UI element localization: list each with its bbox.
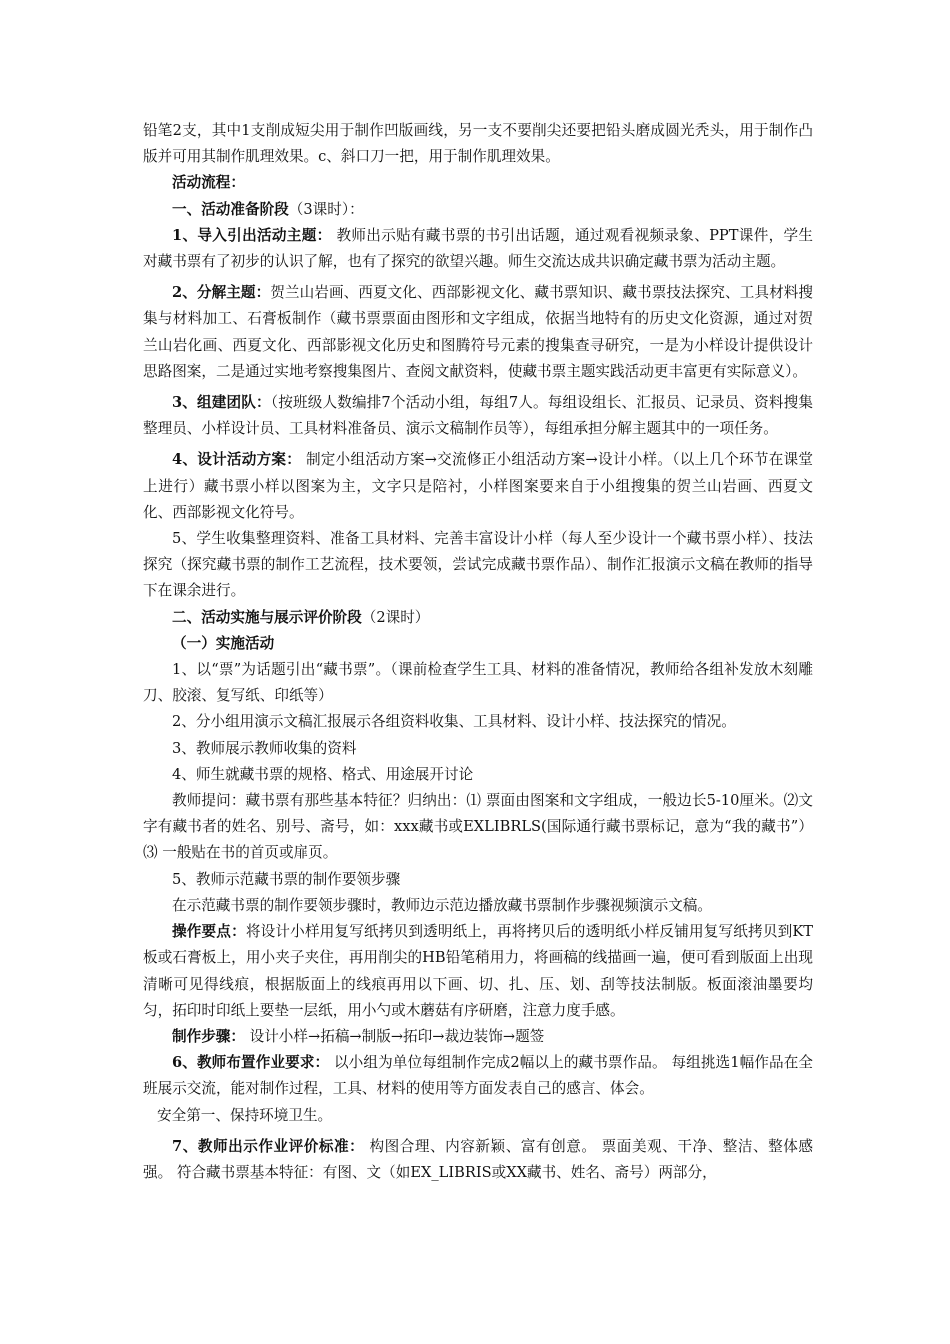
paragraph — [143, 390, 813, 442]
body-text: （2课时） — [361, 608, 430, 626]
body-text: 4、师生就藏书票的规格、格式、用途展开讨论 — [172, 765, 474, 783]
body-text: 5、学生收集整理资料、准备工具材料、完善丰富设计小样（每人至少设计一个藏书票小样）、技法探究（探究藏书票的制作工艺流程，技术要领，尝试完成藏书票作品）、制作汇报演示文稿在教师的指导下在课余进行。 — [143, 530, 813, 600]
body-text: 将设计小样用复写纸拷贝到透明纸上，再将拷贝后的透明纸小样反铺用复写纸拷贝到KT板或石膏板上，用小夹子夹住，再用削尖的HB铅笔稍用力，将画稿的线描画一遍，便可看到版面上出现清晰可见得线痕，根据版面上的线痕再用以下画、切、扎、压、划、刮等技法制版。板面滚油墨要均匀，拓印时印纸上要垫一层纸，用小勺或木蘑菇有序研磨，注意力度手感。 — [143, 923, 813, 1019]
paragraph — [143, 1050, 813, 1102]
paragraph — [143, 893, 813, 919]
bold-heading-text: 二、活动实施与展示评价阶段 — [172, 608, 362, 626]
paragraph — [143, 657, 813, 709]
body-text: 5、教师示范藏书票的制作要领步骤 — [172, 870, 401, 888]
body-text: 教师出示贴有藏书票的书引出话题，通过观看视频录象、PPT课件，学生对藏书票有了初步的认识了解，也有了探究的欲望兴趣。师生交流达成共识确定藏书票为活动主题。 — [143, 226, 814, 271]
paragraph — [143, 867, 813, 893]
document-page — [143, 118, 813, 1186]
bold-heading-text: 7、教师出示作业评价标准： — [172, 1137, 365, 1155]
bold-heading-text: 活动流程： — [172, 174, 245, 192]
body-text: 设计小样→拓稿→制版→拓印→裁边装饰→题签 — [244, 1027, 545, 1045]
bold-heading-text: 1、导入引出活动主题： — [172, 226, 332, 244]
body-text: （按班级人数编排7个活动小组，每组7人。每组设组长、汇报员、记录员、资料搜集整理员、小样设计员、工具材料准备员、演示文稿制作员等），每组承担分解主题其中的一项任务。 — [143, 394, 814, 438]
paragraph — [143, 1024, 813, 1050]
body-text: 在示范藏书票的制作要领步骤时，教师边示范边播放藏书票制作步骤视频演示文稿。 — [172, 896, 712, 914]
bold-heading-text: 制作步骤： — [172, 1027, 245, 1045]
bold-heading-text: （一）实施活动 — [172, 634, 275, 652]
body-text: 制定小组活动方案→交流修正小组活动方案→设计小样。（以上几个环节在课堂上进行）藏书票小样以图案为主，文字只是陪衬，小样图案要来自于小组搜集的贺兰山岩画、西夏文化、西部影视文化符号。 — [143, 451, 813, 521]
paragraph — [143, 526, 813, 605]
paragraph — [143, 223, 813, 275]
paragraph — [143, 1103, 813, 1129]
body-text: 铅笔2支，其中1支削成短尖用于制作凹版画线，另一支不要削尖还要把铅头磨成圆光秃头，用于制作凸版并可用其制作肌理效果。c、斜口刀一把，用于制作肌理效果。 — [143, 122, 813, 166]
paragraph — [143, 788, 813, 867]
body-text: 以小组为单位每组制作完成2幅以上的藏书票作品。 每组挑选1幅作品在全班展示交流，能对制作过程，工具、材料的使用等方面发表自己的感言、体会。 — [143, 1054, 813, 1098]
bold-heading-text: 一、活动准备阶段 — [172, 200, 289, 218]
paragraph — [143, 919, 813, 1024]
body-text: （3课时）： — [288, 200, 364, 218]
paragraph — [143, 170, 813, 196]
paragraph — [143, 1134, 813, 1186]
body-text: 安全第一、保持环境卫生。 — [157, 1106, 333, 1124]
bold-heading-text: 操作要点： — [172, 923, 246, 941]
body-text: 贺兰山岩画、西夏文化、西部影视文化、藏书票知识、藏书票技法探究、工具材料搜集与材料加工、石膏板制作（藏书票票面由图形和文字组成，依据当地特有的历史文化资源，通过对贺兰山岩化画、西夏文化、西部影视文化历史和图腾符号元素的搜集查寻研究，一是为小样设计提供设计思路图案，二是通过实地考察搜集图片、查阅文献资料，使藏书票主题实践活动更丰富更有实际意义）。 — [143, 284, 813, 380]
paragraph — [143, 709, 813, 735]
body-text: 3、教师展示教师收集的资料 — [172, 739, 357, 757]
paragraph — [143, 631, 813, 657]
paragraph — [143, 605, 813, 631]
bold-heading-text: 2、分解主题： — [172, 284, 271, 302]
paragraph — [143, 118, 813, 170]
bold-heading-text: 4、设计活动方案： — [172, 451, 302, 469]
body-text: 1、以“票”为话题引出“藏书票”。（课前检查学生工具、材料的准备情况，教师给各组补发放木刻雕刀、胶滚、复写纸、印纸等） — [143, 661, 813, 705]
paragraph — [143, 197, 813, 223]
paragraph — [143, 762, 813, 788]
body-text: 构图合理、内容新颖、富有创意。 票面美观、干净、整洁、整体感强。 符合藏书票基本特征：有图、文（如EX_LIBRIS或XX藏书、姓名、斋号）两部分， — [143, 1137, 814, 1181]
bold-heading-text: 3、组建团队： — [172, 394, 271, 412]
bold-heading-text: 6、教师布置作业要求： — [172, 1054, 330, 1072]
paragraph — [143, 280, 813, 385]
body-text: 教师提问：藏书票有那些基本特征？归纳出：⑴ 票面由图案和文字组成，一般边长5-10厘米。⑵文字有藏书者的姓名、别号、斋号，如：xxx藏书或EXLIBRLS(国际通行藏书票标记，意为“我的藏书”）⑶ 一般贴在书的首页或扉页。 — [143, 792, 813, 862]
body-text: 2、分小组用演示文稿汇报展示各组资料收集、工具材料、设计小样、技法探究的情况。 — [172, 713, 736, 731]
paragraph — [143, 447, 813, 526]
paragraph — [143, 736, 813, 762]
